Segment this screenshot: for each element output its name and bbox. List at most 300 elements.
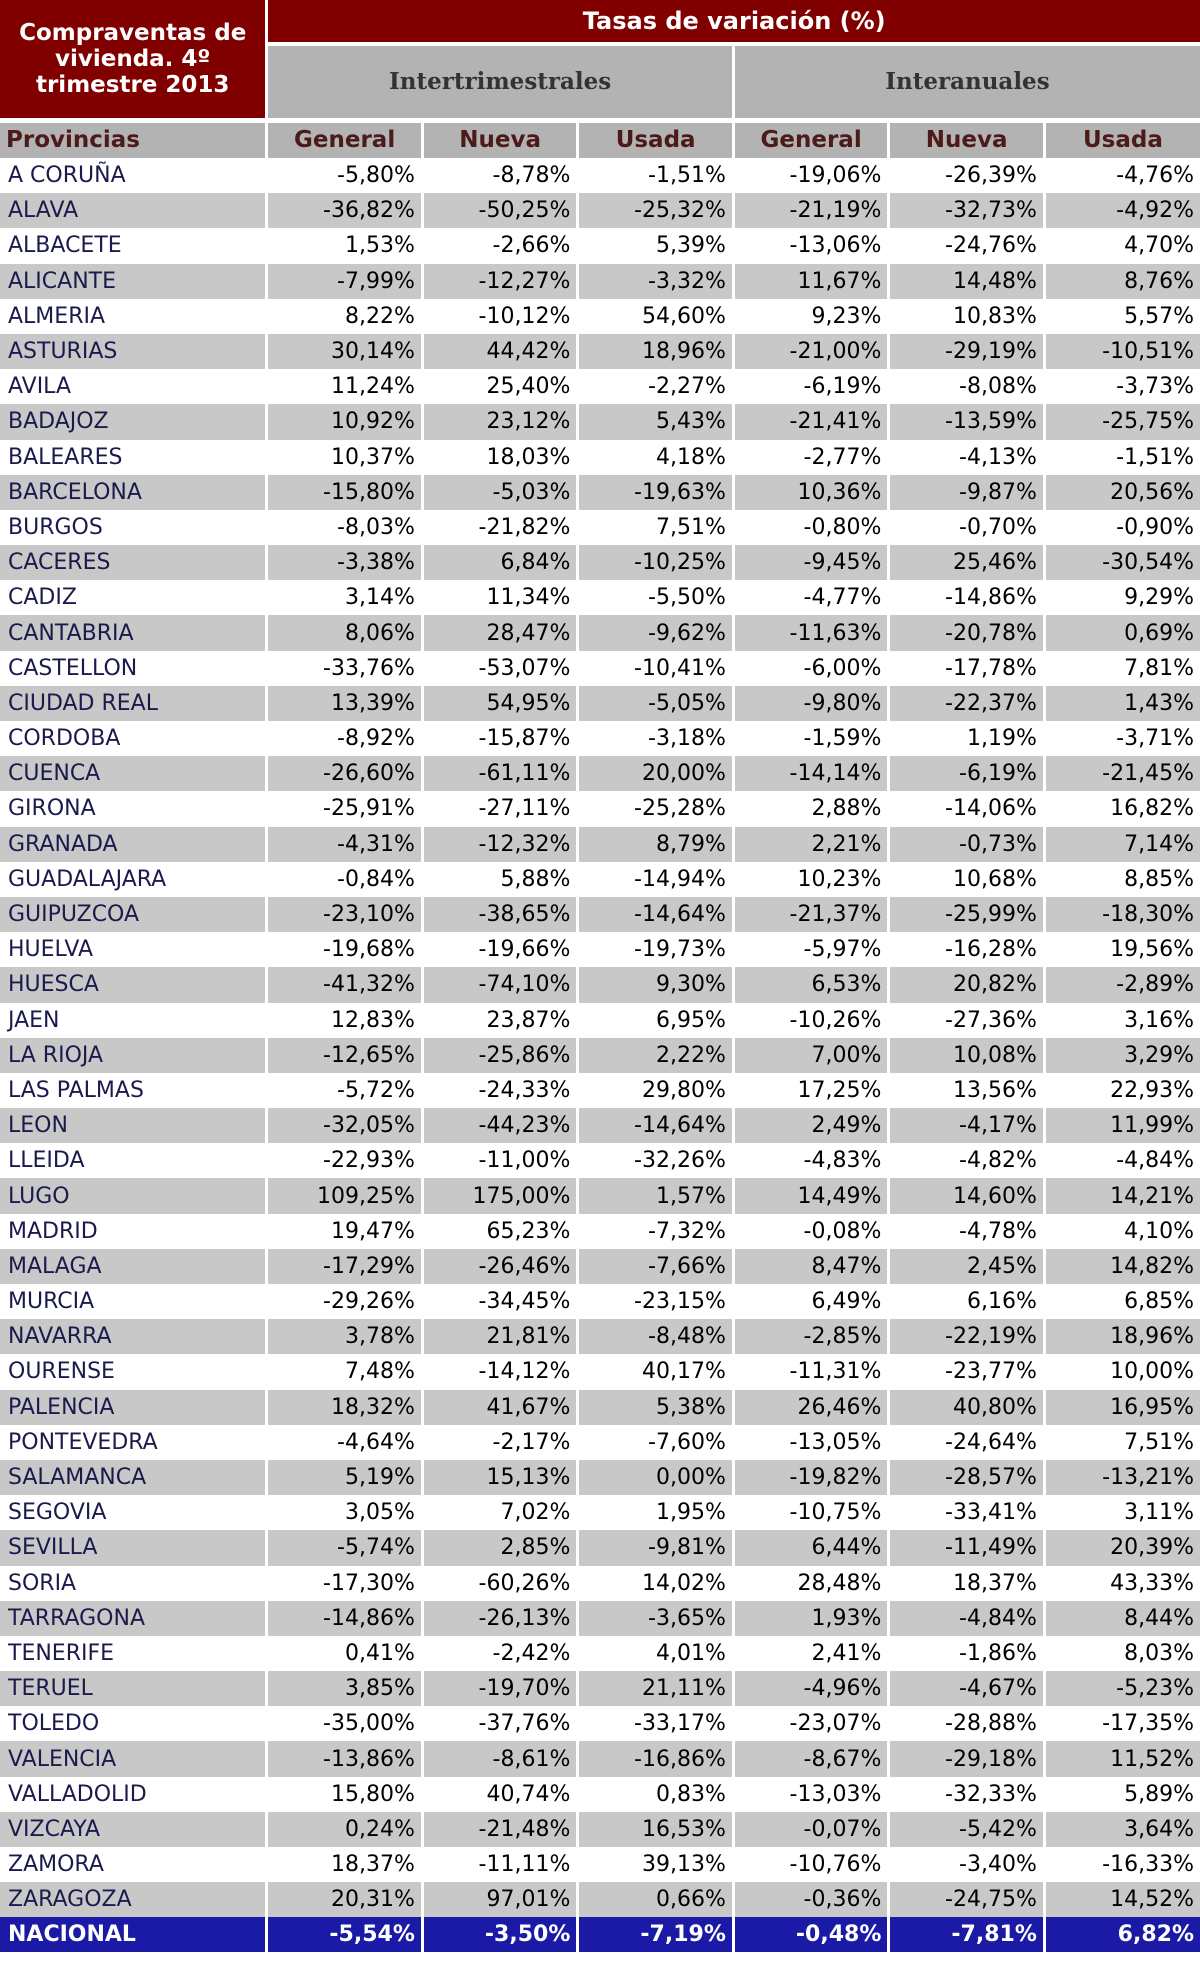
cell-yearly-new: -24,64%	[889, 1425, 1045, 1460]
table-row	[0, 651, 1200, 686]
cell-province-name: LLEIDA	[0, 1143, 267, 1178]
cell-yearly-general: -13,06%	[733, 228, 889, 263]
cell-province-name: HUELVA	[0, 932, 267, 967]
cell-quarterly-general: -13,86%	[267, 1741, 423, 1776]
cell-yearly-used: 6,85%	[1044, 1284, 1200, 1319]
cell-province-name: A CORUÑA	[0, 158, 267, 193]
cell-yearly-new: -32,33%	[889, 1777, 1045, 1812]
cell-yearly-new: -29,19%	[889, 334, 1045, 369]
cell-yearly-used: -18,30%	[1044, 897, 1200, 932]
cell-yearly-general: -2,77%	[733, 440, 889, 475]
cell-yearly-general: -6,19%	[733, 369, 889, 404]
cell-quarterly-used: -23,15%	[578, 1284, 734, 1319]
table-row	[0, 686, 1200, 721]
cell-quarterly-used: 20,00%	[578, 756, 734, 791]
total-label: NACIONAL	[0, 1917, 267, 1952]
cell-quarterly-new: -53,07%	[422, 651, 578, 686]
cell-yearly-general: 1,93%	[733, 1601, 889, 1636]
cell-quarterly-used: 21,11%	[578, 1671, 734, 1706]
variation-rates-header: Tasas de variación (%)	[267, 0, 1200, 44]
column-header-yearly-general: General	[733, 120, 889, 158]
cell-province-name: CASTELLON	[0, 651, 267, 686]
cell-yearly-used: 3,11%	[1044, 1495, 1200, 1530]
cell-province-name: LEON	[0, 1108, 267, 1143]
cell-yearly-new: -28,57%	[889, 1460, 1045, 1495]
cell-yearly-used: -30,54%	[1044, 545, 1200, 580]
cell-yearly-new: 25,46%	[889, 545, 1045, 580]
cell-yearly-new: 20,82%	[889, 967, 1045, 1002]
cell-quarterly-new: -8,61%	[422, 1741, 578, 1776]
cell-yearly-general: -21,00%	[733, 334, 889, 369]
cell-province-name: PALENCIA	[0, 1390, 267, 1425]
cell-quarterly-used: -7,66%	[578, 1249, 734, 1284]
table-row	[0, 1143, 1200, 1178]
cell-quarterly-used: 8,79%	[578, 827, 734, 862]
cell-quarterly-general: 3,14%	[267, 580, 423, 615]
table-row	[0, 1390, 1200, 1425]
cell-yearly-used: 0,69%	[1044, 615, 1200, 650]
cell-province-name: LUGO	[0, 1178, 267, 1213]
cell-province-name: BARCELONA	[0, 475, 267, 510]
cell-yearly-new: -8,08%	[889, 369, 1045, 404]
cell-province-name: SEVILLA	[0, 1530, 267, 1565]
cell-quarterly-new: -21,82%	[422, 510, 578, 545]
table-row	[0, 440, 1200, 475]
cell-yearly-general: 28,48%	[733, 1566, 889, 1601]
cell-yearly-general: -21,41%	[733, 404, 889, 439]
cell-yearly-general: -13,05%	[733, 1425, 889, 1460]
cell-yearly-used: 11,52%	[1044, 1741, 1200, 1776]
cell-province-name: ALBACETE	[0, 228, 267, 263]
cell-yearly-new: -5,42%	[889, 1812, 1045, 1847]
table-row	[0, 721, 1200, 756]
cell-province-name: CANTABRIA	[0, 615, 267, 650]
cell-quarterly-new: 175,00%	[422, 1178, 578, 1213]
cell-yearly-general: 17,25%	[733, 1073, 889, 1108]
cell-yearly-general: -0,36%	[733, 1882, 889, 1917]
cell-yearly-used: 10,00%	[1044, 1354, 1200, 1389]
cell-quarterly-general: -0,84%	[267, 862, 423, 897]
cell-quarterly-used: 9,30%	[578, 967, 734, 1002]
cell-yearly-new: -4,78%	[889, 1214, 1045, 1249]
cell-province-name: MALAGA	[0, 1249, 267, 1284]
cell-yearly-used: -13,21%	[1044, 1460, 1200, 1495]
cell-yearly-new: -33,41%	[889, 1495, 1045, 1530]
cell-quarterly-new: 6,84%	[422, 545, 578, 580]
cell-quarterly-used: -5,05%	[578, 686, 734, 721]
table-row	[0, 510, 1200, 545]
table-row	[0, 158, 1200, 193]
cell-yearly-general: -5,97%	[733, 932, 889, 967]
cell-yearly-used: 8,44%	[1044, 1601, 1200, 1636]
cell-quarterly-general: 8,22%	[267, 299, 423, 334]
cell-quarterly-general: -41,32%	[267, 967, 423, 1002]
cell-yearly-general: -1,59%	[733, 721, 889, 756]
cell-quarterly-general: 5,19%	[267, 1460, 423, 1495]
cell-quarterly-used: -1,51%	[578, 158, 734, 193]
column-header-yearly-used: Usada	[1044, 120, 1200, 158]
total-yearly-new: -7,81%	[889, 1917, 1045, 1952]
cell-yearly-general: -21,19%	[733, 193, 889, 228]
total-yearly-general: -0,48%	[733, 1917, 889, 1952]
cell-yearly-new: -23,77%	[889, 1354, 1045, 1389]
cell-quarterly-general: 15,80%	[267, 1777, 423, 1812]
cell-quarterly-new: 41,67%	[422, 1390, 578, 1425]
cell-province-name: CADIZ	[0, 580, 267, 615]
table-row	[0, 299, 1200, 334]
cell-quarterly-used: 5,39%	[578, 228, 734, 263]
cell-quarterly-used: -3,32%	[578, 264, 734, 299]
cell-quarterly-general: 0,41%	[267, 1636, 423, 1671]
cell-yearly-used: -1,51%	[1044, 440, 1200, 475]
cell-yearly-general: -9,45%	[733, 545, 889, 580]
cell-quarterly-general: -22,93%	[267, 1143, 423, 1178]
cell-province-name: MADRID	[0, 1214, 267, 1249]
cell-yearly-general: 2,41%	[733, 1636, 889, 1671]
cell-yearly-used: 4,10%	[1044, 1214, 1200, 1249]
cell-quarterly-new: 97,01%	[422, 1882, 578, 1917]
cell-yearly-general: -0,07%	[733, 1812, 889, 1847]
cell-yearly-new: -11,49%	[889, 1530, 1045, 1565]
cell-yearly-general: -0,80%	[733, 510, 889, 545]
cell-quarterly-new: 54,95%	[422, 686, 578, 721]
cell-yearly-new: -25,99%	[889, 897, 1045, 932]
cell-yearly-general: 2,21%	[733, 827, 889, 862]
cell-yearly-new: 40,80%	[889, 1390, 1045, 1425]
cell-yearly-new: -24,76%	[889, 228, 1045, 263]
cell-quarterly-used: -32,26%	[578, 1143, 734, 1178]
cell-yearly-new: -0,70%	[889, 510, 1045, 545]
cell-quarterly-used: -10,25%	[578, 545, 734, 580]
cell-quarterly-used: 7,51%	[578, 510, 734, 545]
cell-yearly-used: -2,89%	[1044, 967, 1200, 1002]
cell-province-name: PONTEVEDRA	[0, 1425, 267, 1460]
cell-yearly-new: -24,75%	[889, 1882, 1045, 1917]
quarterly-group-header: Intertrimestrales	[267, 44, 734, 120]
cell-yearly-new: -22,19%	[889, 1319, 1045, 1354]
cell-quarterly-general: -19,68%	[267, 932, 423, 967]
cell-yearly-new: 10,68%	[889, 862, 1045, 897]
cell-yearly-used: -4,92%	[1044, 193, 1200, 228]
cell-yearly-used: 1,43%	[1044, 686, 1200, 721]
cell-quarterly-new: -37,76%	[422, 1706, 578, 1741]
cell-province-name: SALAMANCA	[0, 1460, 267, 1495]
cell-yearly-used: 11,99%	[1044, 1108, 1200, 1143]
cell-quarterly-used: -2,27%	[578, 369, 734, 404]
cell-quarterly-general: 3,85%	[267, 1671, 423, 1706]
cell-yearly-general: -19,06%	[733, 158, 889, 193]
table-row	[0, 1706, 1200, 1741]
cell-province-name: CACERES	[0, 545, 267, 580]
cell-yearly-used: -3,73%	[1044, 369, 1200, 404]
table-row	[0, 1354, 1200, 1389]
cell-quarterly-general: 18,37%	[267, 1847, 423, 1882]
cell-quarterly-used: -14,64%	[578, 897, 734, 932]
cell-yearly-general: -21,37%	[733, 897, 889, 932]
cell-quarterly-new: 28,47%	[422, 615, 578, 650]
cell-province-name: SORIA	[0, 1566, 267, 1601]
cell-quarterly-general: 11,24%	[267, 369, 423, 404]
cell-quarterly-new: -14,12%	[422, 1354, 578, 1389]
cell-province-name: MURCIA	[0, 1284, 267, 1319]
cell-quarterly-new: -8,78%	[422, 158, 578, 193]
table-row	[0, 615, 1200, 650]
cell-quarterly-new: -61,11%	[422, 756, 578, 791]
cell-yearly-used: 4,70%	[1044, 228, 1200, 263]
cell-quarterly-used: 29,80%	[578, 1073, 734, 1108]
cell-quarterly-used: 1,57%	[578, 1178, 734, 1213]
cell-yearly-new: -3,40%	[889, 1847, 1045, 1882]
cell-yearly-new: 6,16%	[889, 1284, 1045, 1319]
cell-yearly-general: -13,03%	[733, 1777, 889, 1812]
cell-quarterly-new: 21,81%	[422, 1319, 578, 1354]
table-row	[0, 545, 1200, 580]
cell-yearly-general: -4,77%	[733, 580, 889, 615]
cell-quarterly-new: -25,86%	[422, 1038, 578, 1073]
table-row	[0, 1073, 1200, 1108]
cell-quarterly-general: -14,86%	[267, 1601, 423, 1636]
cell-yearly-used: 43,33%	[1044, 1566, 1200, 1601]
cell-quarterly-new: -74,10%	[422, 967, 578, 1002]
table-row	[0, 1671, 1200, 1706]
cell-yearly-general: 10,36%	[733, 475, 889, 510]
cell-yearly-used: 3,29%	[1044, 1038, 1200, 1073]
cell-quarterly-used: -8,48%	[578, 1319, 734, 1354]
cell-quarterly-new: -11,00%	[422, 1143, 578, 1178]
cell-quarterly-new: -21,48%	[422, 1812, 578, 1847]
table-row	[0, 193, 1200, 228]
cell-quarterly-used: -14,94%	[578, 862, 734, 897]
cell-quarterly-new: -2,42%	[422, 1636, 578, 1671]
cell-yearly-new: -4,84%	[889, 1601, 1045, 1636]
cell-yearly-new: -16,28%	[889, 932, 1045, 967]
cell-yearly-new: -14,86%	[889, 580, 1045, 615]
cell-yearly-new: -14,06%	[889, 791, 1045, 826]
cell-quarterly-new: -12,32%	[422, 827, 578, 862]
cell-province-name: ALMERIA	[0, 299, 267, 334]
table-row	[0, 334, 1200, 369]
cell-yearly-used: 7,14%	[1044, 827, 1200, 862]
cell-quarterly-used: -3,18%	[578, 721, 734, 756]
cell-yearly-new: -4,67%	[889, 1671, 1045, 1706]
cell-yearly-general: -6,00%	[733, 651, 889, 686]
cell-quarterly-used: 18,96%	[578, 334, 734, 369]
cell-province-name: ALAVA	[0, 193, 267, 228]
cell-yearly-general: -11,63%	[733, 615, 889, 650]
column-header-quarterly-new: Nueva	[422, 120, 578, 158]
cell-yearly-used: -4,84%	[1044, 1143, 1200, 1178]
cell-yearly-general: 14,49%	[733, 1178, 889, 1213]
cell-quarterly-general: 3,78%	[267, 1319, 423, 1354]
table-row	[0, 264, 1200, 299]
cell-province-name: CUENCA	[0, 756, 267, 791]
table-row	[0, 1601, 1200, 1636]
cell-yearly-used: 8,76%	[1044, 264, 1200, 299]
cell-quarterly-new: -50,25%	[422, 193, 578, 228]
table-row	[0, 862, 1200, 897]
column-header-quarterly-used: Usada	[578, 120, 734, 158]
cell-quarterly-new: -26,46%	[422, 1249, 578, 1284]
cell-yearly-general: 26,46%	[733, 1390, 889, 1425]
table-row	[0, 897, 1200, 932]
cell-yearly-general: -10,76%	[733, 1847, 889, 1882]
cell-yearly-used: 7,81%	[1044, 651, 1200, 686]
cell-province-name: GRANADA	[0, 827, 267, 862]
cell-province-name: TARRAGONA	[0, 1601, 267, 1636]
cell-quarterly-used: 39,13%	[578, 1847, 734, 1882]
cell-province-name: GUADALAJARA	[0, 862, 267, 897]
cell-yearly-general: -23,07%	[733, 1706, 889, 1741]
cell-quarterly-new: -26,13%	[422, 1601, 578, 1636]
cell-quarterly-used: 40,17%	[578, 1354, 734, 1389]
cell-quarterly-new: 7,02%	[422, 1495, 578, 1530]
cell-quarterly-used: -9,81%	[578, 1530, 734, 1565]
cell-quarterly-new: 15,13%	[422, 1460, 578, 1495]
table-row	[0, 827, 1200, 862]
cell-quarterly-general: 13,39%	[267, 686, 423, 721]
cell-quarterly-general: 7,48%	[267, 1354, 423, 1389]
cell-quarterly-new: -19,66%	[422, 932, 578, 967]
cell-quarterly-general: 10,92%	[267, 404, 423, 439]
table-row	[0, 404, 1200, 439]
cell-yearly-used: -25,75%	[1044, 404, 1200, 439]
cell-province-name: VIZCAYA	[0, 1812, 267, 1847]
table-row	[0, 1284, 1200, 1319]
cell-yearly-general: 11,67%	[733, 264, 889, 299]
table-row	[0, 1530, 1200, 1565]
cell-quarterly-used: -14,64%	[578, 1108, 734, 1143]
table-row	[0, 1882, 1200, 1917]
cell-quarterly-used: 14,02%	[578, 1566, 734, 1601]
column-header-quarterly-general: General	[267, 120, 423, 158]
cell-quarterly-new: 11,34%	[422, 580, 578, 615]
table-row	[0, 1777, 1200, 1812]
total-quarterly-new: -3,50%	[422, 1917, 578, 1952]
table-row	[0, 1003, 1200, 1038]
table-row	[0, 228, 1200, 263]
cell-yearly-used: 3,64%	[1044, 1812, 1200, 1847]
cell-quarterly-general: -4,64%	[267, 1425, 423, 1460]
cell-yearly-new: 10,83%	[889, 299, 1045, 334]
cell-province-name: LA RIOJA	[0, 1038, 267, 1073]
cell-quarterly-general: -8,92%	[267, 721, 423, 756]
cell-yearly-new: -1,86%	[889, 1636, 1045, 1671]
cell-yearly-general: -11,31%	[733, 1354, 889, 1389]
cell-quarterly-used: 5,38%	[578, 1390, 734, 1425]
cell-province-name: BALEARES	[0, 440, 267, 475]
cell-quarterly-used: 0,83%	[578, 1777, 734, 1812]
cell-yearly-used: -16,33%	[1044, 1847, 1200, 1882]
cell-yearly-new: 10,08%	[889, 1038, 1045, 1073]
cell-yearly-new: -27,36%	[889, 1003, 1045, 1038]
table-row	[0, 1038, 1200, 1073]
cell-yearly-general: -0,08%	[733, 1214, 889, 1249]
yearly-group-header: Interanuales	[733, 44, 1200, 120]
cell-province-name: VALENCIA	[0, 1741, 267, 1776]
cell-yearly-used: -10,51%	[1044, 334, 1200, 369]
cell-yearly-used: -0,90%	[1044, 510, 1200, 545]
table-row	[0, 1319, 1200, 1354]
total-quarterly-general: -5,54%	[267, 1917, 423, 1952]
cell-yearly-used: 16,82%	[1044, 791, 1200, 826]
cell-quarterly-new: 25,40%	[422, 369, 578, 404]
cell-quarterly-new: -19,70%	[422, 1671, 578, 1706]
table-row	[0, 791, 1200, 826]
cell-quarterly-general: -3,38%	[267, 545, 423, 580]
cell-quarterly-new: 23,87%	[422, 1003, 578, 1038]
cell-province-name: SEGOVIA	[0, 1495, 267, 1530]
cell-quarterly-general: -25,91%	[267, 791, 423, 826]
cell-quarterly-used: 0,66%	[578, 1882, 734, 1917]
cell-quarterly-used: -5,50%	[578, 580, 734, 615]
cell-yearly-used: 5,57%	[1044, 299, 1200, 334]
cell-province-name: CIUDAD REAL	[0, 686, 267, 721]
cell-quarterly-general: -17,30%	[267, 1566, 423, 1601]
national-total-row	[0, 1917, 1200, 1952]
total-yearly-used: 6,82%	[1044, 1917, 1200, 1952]
cell-quarterly-new: -38,65%	[422, 897, 578, 932]
cell-yearly-general: -10,26%	[733, 1003, 889, 1038]
cell-quarterly-general: 19,47%	[267, 1214, 423, 1249]
table-row	[0, 1636, 1200, 1671]
cell-yearly-general: -8,67%	[733, 1741, 889, 1776]
cell-quarterly-general: -32,05%	[267, 1108, 423, 1143]
cell-province-name: ZAMORA	[0, 1847, 267, 1882]
cell-quarterly-used: -3,65%	[578, 1601, 734, 1636]
table-row	[0, 1425, 1200, 1460]
cell-yearly-new: 18,37%	[889, 1566, 1045, 1601]
cell-yearly-used: 16,95%	[1044, 1390, 1200, 1425]
cell-province-name: ZARAGOZA	[0, 1882, 267, 1917]
cell-quarterly-new: 65,23%	[422, 1214, 578, 1249]
cell-province-name: CORDOBA	[0, 721, 267, 756]
cell-yearly-general: 2,49%	[733, 1108, 889, 1143]
cell-quarterly-general: 3,05%	[267, 1495, 423, 1530]
cell-yearly-used: -4,76%	[1044, 158, 1200, 193]
cell-yearly-used: 14,82%	[1044, 1249, 1200, 1284]
cell-province-name: BURGOS	[0, 510, 267, 545]
cell-yearly-new: -4,13%	[889, 440, 1045, 475]
cell-quarterly-general: 12,83%	[267, 1003, 423, 1038]
cell-quarterly-new: 18,03%	[422, 440, 578, 475]
cell-yearly-general: 6,44%	[733, 1530, 889, 1565]
cell-quarterly-new: -27,11%	[422, 791, 578, 826]
cell-yearly-used: -3,71%	[1044, 721, 1200, 756]
cell-quarterly-used: -25,32%	[578, 193, 734, 228]
cell-yearly-new: -6,19%	[889, 756, 1045, 791]
cell-quarterly-used: -9,62%	[578, 615, 734, 650]
cell-province-name: ASTURIAS	[0, 334, 267, 369]
cell-quarterly-general: -7,99%	[267, 264, 423, 299]
table-row	[0, 1108, 1200, 1143]
cell-quarterly-used: -7,32%	[578, 1214, 734, 1249]
cell-province-name: NAVARRA	[0, 1319, 267, 1354]
cell-quarterly-general: 20,31%	[267, 1882, 423, 1917]
cell-yearly-new: 14,60%	[889, 1178, 1045, 1213]
cell-yearly-used: 19,56%	[1044, 932, 1200, 967]
cell-province-name: JAEN	[0, 1003, 267, 1038]
cell-yearly-used: 18,96%	[1044, 1319, 1200, 1354]
table-body	[0, 158, 1200, 1917]
cell-quarterly-new: 2,85%	[422, 1530, 578, 1565]
table-title: Compraventas de vivienda. 4º trimestre 2013	[0, 0, 267, 120]
cell-quarterly-new: -12,27%	[422, 264, 578, 299]
table-row	[0, 932, 1200, 967]
cell-quarterly-used: -10,41%	[578, 651, 734, 686]
cell-province-name: OURENSE	[0, 1354, 267, 1389]
cell-yearly-used: -5,23%	[1044, 1671, 1200, 1706]
table-row	[0, 475, 1200, 510]
